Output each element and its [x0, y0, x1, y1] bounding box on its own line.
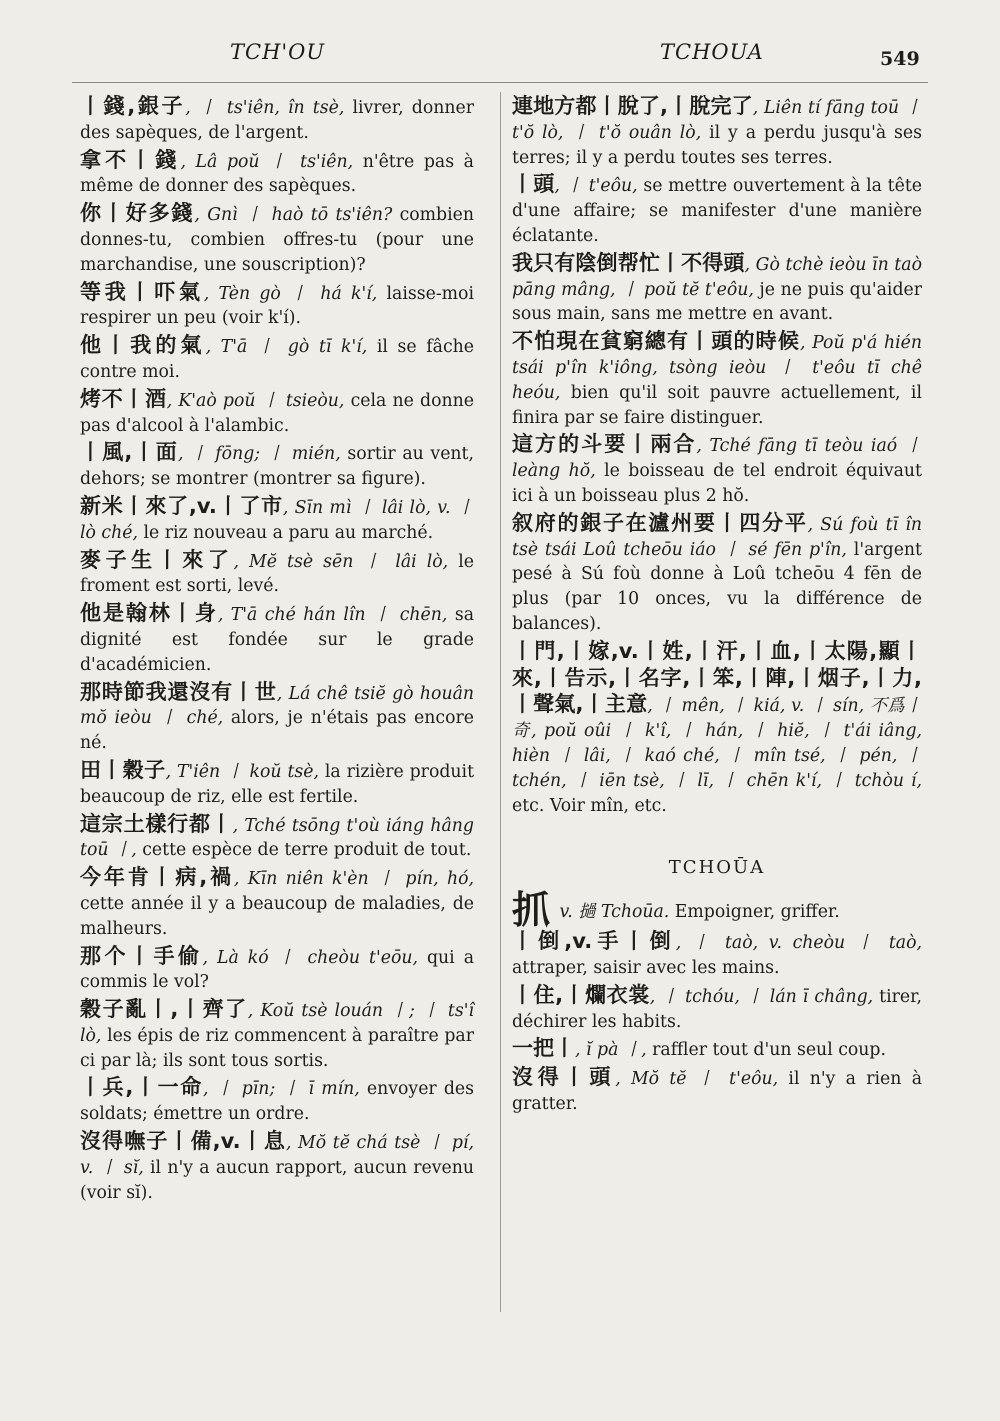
entry-romanization: , Tché tsōng t'où iáng hâng toū 丨,: [80, 815, 474, 861]
entry-chinese: 今年肯丨病,禍: [80, 865, 234, 890]
entry-definition: bien qu'il soit pauvre actuellement, il finira par se faire distinguer.: [512, 382, 922, 428]
left-column: [80, 94, 474, 1207]
dictionary-entry: [80, 440, 474, 492]
dictionary-entry: [80, 148, 474, 200]
entry-chinese: 沒得嘸子丨備,v.丨息: [80, 1129, 286, 1154]
right-column: [512, 94, 922, 1119]
entry-romanization: , Mŏ tĕ 丨 t'eôu,: [615, 1069, 779, 1090]
dictionary-entry: [80, 494, 474, 546]
dictionary-entry: [80, 94, 474, 146]
running-header-left: TCH'OU: [230, 40, 326, 64]
entry-chinese: 丨兵,丨一命: [80, 1075, 203, 1100]
dictionary-entry: [80, 944, 474, 996]
entry-chinese: 丨頭: [512, 172, 555, 197]
entry-chinese: 那个丨手偷: [80, 943, 203, 968]
entry-romanization: , Liên tí fāng toū 丨 t'ŏ lò, 丨 t'ŏ ouân lò,: [512, 98, 922, 143]
entry-chinese: 丨風,丨面: [80, 440, 178, 465]
entry-romanization: , Lá chê tsiĕ gò houân mŏ ieòu 丨 ché,: [80, 683, 475, 729]
entry-definition: combien donnes-tu, combien offres-tu (pour une marchandise, une souscription)?: [80, 205, 475, 275]
entry-definition: attraper, saisir avec les mains.: [512, 957, 780, 978]
entry-definition: laisse-moi respirer un peu (voir k'í).: [80, 283, 474, 329]
entry-romanization: , Gò tchè ieòu īn taò pāng mâng, 丨 poŭ tĕ t'eôu,: [512, 254, 922, 300]
dictionary-entry: [80, 201, 474, 277]
entry-chinese: 你丨好多錢: [80, 201, 195, 226]
dictionary-entry: [80, 1075, 474, 1127]
column-divider: [500, 92, 501, 1312]
entry-romanization: , K'aò poŭ 丨 tsieòu,: [166, 390, 345, 411]
dictionary-entry: [512, 1065, 922, 1117]
entry-romanization: , 丨 taò, v. cheòu 丨 taò,: [675, 933, 922, 954]
dictionary-entry: [80, 280, 474, 332]
entry-romanization: , 丨 tchóu, 丨 lán ī châng,: [649, 986, 874, 1007]
entry-chinese: 拿不丨錢: [80, 147, 181, 172]
dictionary-entry: [512, 94, 922, 170]
entry-romanization: , T'iên 丨 koŭ tsè,: [165, 761, 319, 782]
dictionary-entry: [512, 432, 922, 508]
entry-romanization: , 丨 mên, 丨 kiá, v. 丨 sín, 不爲丨奇, poŭ oûi 丨 k'î, 丨 hán, 丨 hiĕ, 丨 t'ái iâng, hièn 丨 lâi, 丨 kaó ché, 丨 mîn tsé, 丨 pén, 丨 tchén, 丨 iēn tsè, 丨 lī, 丨 chēn k'í, 丨 tchòu í,: [512, 696, 922, 791]
entry-chinese: 丨倒,v.手丨倒: [512, 929, 676, 954]
entry-chinese: 烤不丨酒: [80, 386, 167, 411]
entry-chinese: 丨住,丨爛衣裳: [512, 982, 650, 1007]
entry-chinese: 新米丨來了,v.丨了市: [80, 493, 283, 518]
entry-chinese: 這宗土樣行都丨: [80, 811, 233, 836]
entry-chinese: 這方的斗要丨兩合: [512, 432, 697, 457]
entry-romanization: , 丨 ts'iên, în tsè,: [185, 98, 345, 118]
entry-romanization: , Lâ poŭ 丨 ts'iên,: [180, 151, 354, 172]
entry-definition: raffler tout d'un seul coup.: [646, 1040, 886, 1061]
entry-definition: sortir au vent, dehors; se montrer (montrer sa figure).: [80, 444, 474, 490]
page-number: 549: [880, 48, 920, 70]
entry-romanization: , Kīn niên k'èn 丨 pín, hó,: [233, 869, 474, 890]
entry-definition: n'être pas à même de donner des sapèques.: [80, 151, 474, 197]
entry-definition: il n'y a rien à gratter.: [512, 1069, 923, 1114]
entry-definition: le boisseau de tel endroit équivaut ici à un boisseau plus 2 hŏ.: [512, 461, 922, 506]
entry-chinese: 他是翰林丨身: [80, 601, 218, 626]
entry-chinese: 他丨我的氣: [80, 333, 206, 358]
entry-chinese: 麥子生丨來了: [80, 547, 234, 572]
dictionary-entry: [80, 865, 474, 941]
dictionary-entry: [512, 929, 922, 981]
section-title: TCHOŪA: [668, 857, 766, 879]
entry-romanization: , 丨 fōng; 丨 mién,: [177, 444, 341, 465]
dictionary-entry: [80, 758, 474, 810]
dictionary-entry: [512, 639, 922, 819]
entry-romanization: , Sīn mì 丨 lâi lò, v. 丨 lò ché,: [80, 497, 475, 543]
entry-chinese: 不怕現在貧窮總有丨頭的時候: [512, 329, 800, 354]
entry-romanization: , T'ā ché hán lîn 丨 chēn,: [217, 605, 448, 626]
entry-romanization: , Tché fāng tī teòu iaó 丨 leàng hŏ,: [512, 436, 922, 482]
head-romanization: v. 撾 Tchoūa.: [554, 902, 670, 923]
entry-definition: la rizière produit beaucoup de riz, elle est fertile.: [80, 761, 475, 807]
dictionary-entry: [80, 601, 474, 677]
entry-definition: il se fâche contre moi.: [80, 337, 474, 382]
entry-definition: sa dignité est fondée sur le grade d'académicien.: [80, 605, 474, 675]
entry-definition: il y a perdu jusqu'à ses terres; il y a perdu toutes ses terres.: [512, 122, 922, 168]
entry-definition: alors, je n'étais pas encore né.: [80, 708, 474, 754]
entry-definition: le riz nouveau a paru au marché.: [137, 522, 434, 543]
entry-romanization: , Mĕ tsè sēn 丨 lâi lò,: [233, 551, 449, 572]
entry-chinese: 我只有陰倒帮忙丨不得頭: [512, 250, 745, 275]
entry-romanization: , Sú foù tī în tsè tsái Loû tcheōu iáo 丨 sé fēn p'în,: [512, 514, 922, 560]
entry-chinese: 那時節我還沒有丨世: [80, 679, 277, 704]
head-entry: [512, 888, 922, 933]
dictionary-entry: [512, 1036, 922, 1063]
entry-romanization: , 丨 pīn; 丨 ī mín,: [202, 1079, 360, 1100]
entry-definition: le froment est sorti, levé.: [80, 551, 475, 597]
right-column-entries: [512, 94, 922, 818]
entry-definition: envoyer des soldats; émettre un ordre.: [80, 1079, 474, 1125]
dictionary-entry: [512, 172, 922, 248]
entry-definition: qui a commis le vol?: [80, 947, 475, 993]
dictionary-entry: [512, 983, 922, 1035]
entry-chinese: 田丨穀子: [80, 757, 166, 782]
entry-romanization: , Là kó 丨 cheòu t'eōu,: [202, 947, 418, 968]
entry-romanization: , Mŏ tĕ chá tsè 丨 pí, v. 丨 sĭ,: [80, 1133, 474, 1178]
entry-romanization: , Tèn gò 丨 há k'í,: [203, 283, 378, 304]
entry-chinese: 丨錢,銀子: [80, 94, 186, 118]
entry-definition: je ne puis qu'aider sous main, sans me mettre en avant.: [512, 279, 922, 325]
dictionary-entry: [80, 333, 474, 385]
dictionary-entry: [80, 1129, 474, 1205]
dictionary-entry: [80, 548, 474, 600]
entry-definition: cette espèce de terre produit de tout.: [136, 840, 472, 861]
entry-chinese: 叙府的銀子在瀘州要丨四分平: [512, 510, 808, 535]
head-definition: Empoigner, griffer.: [669, 902, 840, 923]
entry-romanization: , Koŭ tsè louán 丨; 丨 ts'î lò,: [80, 1001, 474, 1046]
dictionary-entry: [512, 251, 922, 327]
dictionary-entry: [512, 329, 922, 430]
entry-romanization: , Gnì 丨 haò tō ts'iên?: [194, 205, 393, 226]
running-header-right: TCHOUA: [660, 40, 764, 64]
dictionary-entry: [80, 997, 474, 1073]
entry-definition: etc. Voir mîn, etc.: [512, 795, 667, 816]
entry-chinese: 丨門,丨嫁,v.丨姓,丨汗,丨血,丨太陽,顯丨來,丨告示,丨名字,丨笨,丨陣,丨烟子,丨力,丨聲氣,丨主意: [512, 638, 922, 717]
entry-definition: cette année il y a beaucoup de maladies, de malheurs.: [80, 893, 474, 939]
dictionary-entry: [512, 511, 922, 637]
entry-romanization: , 丨 t'eôu,: [554, 176, 638, 197]
head-character: 抓: [512, 888, 551, 933]
dictionary-entry: [80, 680, 474, 756]
dictionary-entry: [80, 387, 474, 439]
entry-chinese: 沒得丨頭: [512, 1065, 616, 1090]
header-rule: [72, 82, 928, 83]
entry-chinese: 穀子亂丨,丨齊了: [80, 997, 248, 1022]
section-entries: [512, 929, 922, 1117]
entry-definition: cela ne donne pas d'alcool à l'alambic.: [80, 390, 475, 436]
entry-definition: l'argent pesé à Sú foù donne à Loû tcheōu 4 fēn de plus (par 10 onces, vu la différence de balances).: [512, 539, 923, 634]
dictionary-entry: [80, 812, 474, 864]
entry-chinese: 一把丨: [512, 1036, 575, 1061]
entry-romanization: , T'ā 丨 gò tī k'í,: [205, 337, 368, 358]
entry-definition: se mettre ouvertement à la tête d'une affaire; se manifester d'une manière éclatante.: [512, 176, 923, 246]
entry-definition: les épis de riz commencent à paraître par ci par là; ils sont tous sortis.: [80, 1025, 474, 1071]
entry-romanization: , ĭ pà 丨,: [575, 1040, 647, 1061]
entry-definition: livrer, donner des sapèques, de l'argent.: [80, 98, 474, 143]
entry-chinese: 等我丨吓氣: [80, 279, 204, 304]
entry-definition: tirer, déchirer les habits.: [512, 986, 922, 1032]
entry-romanization: , Poŭ p'á hién tsái p'în k'iông, tsòng ieòu 丨 t'eôu tī chê heóu,: [512, 333, 922, 403]
entry-chinese: 連地方都丨脫了,丨脫完了: [512, 94, 753, 118]
entry-definition: il n'y a aucun rapport, aucun revenu (voir sĭ).: [80, 1157, 474, 1203]
